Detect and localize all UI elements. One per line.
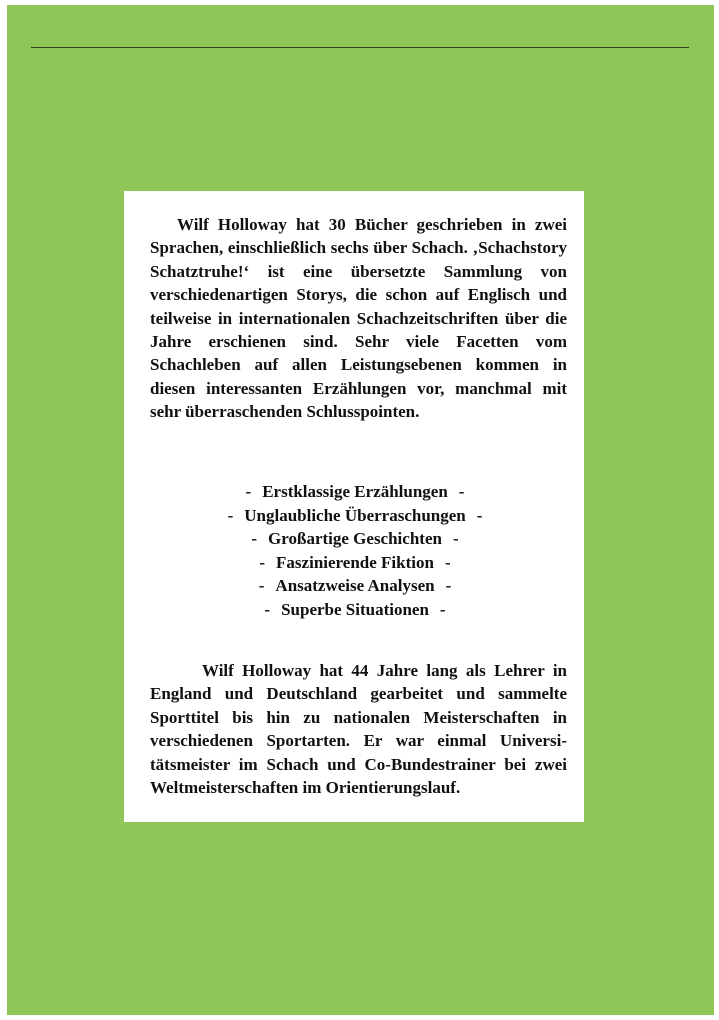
feature-item [150, 574, 560, 598]
feature-item [150, 598, 560, 622]
dash-left: - [251, 529, 258, 548]
dash-left: - [259, 552, 266, 572]
feature-item [150, 527, 560, 551]
feature-text: Unglaubliche Überraschungen [244, 505, 466, 525]
top-rule [31, 47, 689, 48]
author-bio: Wilf Holloway hat 44 Jahre lang als Lehrer in England und Deutschland gearbeitet und sammelte Sporttitel bis hin zu nationalen Meisterschaften in verschiedenen Sportarten. Er war einmal Universitätsmeister im Schach und Co-Bundestrainer bei zwei Weltmeisterschaften im Orientierungslauf. [150, 661, 567, 798]
feature-item [150, 480, 560, 504]
dash-right: - [439, 599, 446, 619]
feature-text: Ansatzweise Analysen [275, 576, 435, 595]
feature-text: Großartige Geschichten [268, 529, 442, 548]
feature-item [150, 551, 560, 575]
dash-right: - [476, 505, 483, 525]
dash-left: - [227, 505, 234, 525]
dash-right: - [458, 482, 465, 501]
feature-text: Superbe Situationen [281, 599, 429, 619]
feature-text: Erstklassige Erzählungen [262, 482, 448, 501]
dash-right: - [444, 552, 451, 572]
book-blurb: Wilf Holloway hat 30 Bücher geschrieben in zwei Sprachen, einschließlich sechs über Schach. ‚Schachstory Schatztruhe!‘ ist eine übersetzte Sammlung von verschiedenartigen Storys, die schon auf Englisch und teilweise in internationalen Schachzeitschriften über die Jahre erschienen sind. Sehr viele Facetten vom Schachleben auf allen Leistungsebenen kommen in diesen interessanten Erzählungen vor, manchmal mit sehr überraschenden Schlusspointen. [150, 215, 567, 422]
feature-text: Faszinierende Fiktion [276, 552, 434, 572]
dash-left: - [258, 576, 265, 595]
dash-right: - [452, 529, 459, 548]
dash-right: - [445, 576, 452, 595]
feature-list [150, 480, 560, 621]
feature-item [150, 504, 560, 528]
dash-left: - [245, 482, 252, 501]
dash-left: - [264, 599, 271, 619]
